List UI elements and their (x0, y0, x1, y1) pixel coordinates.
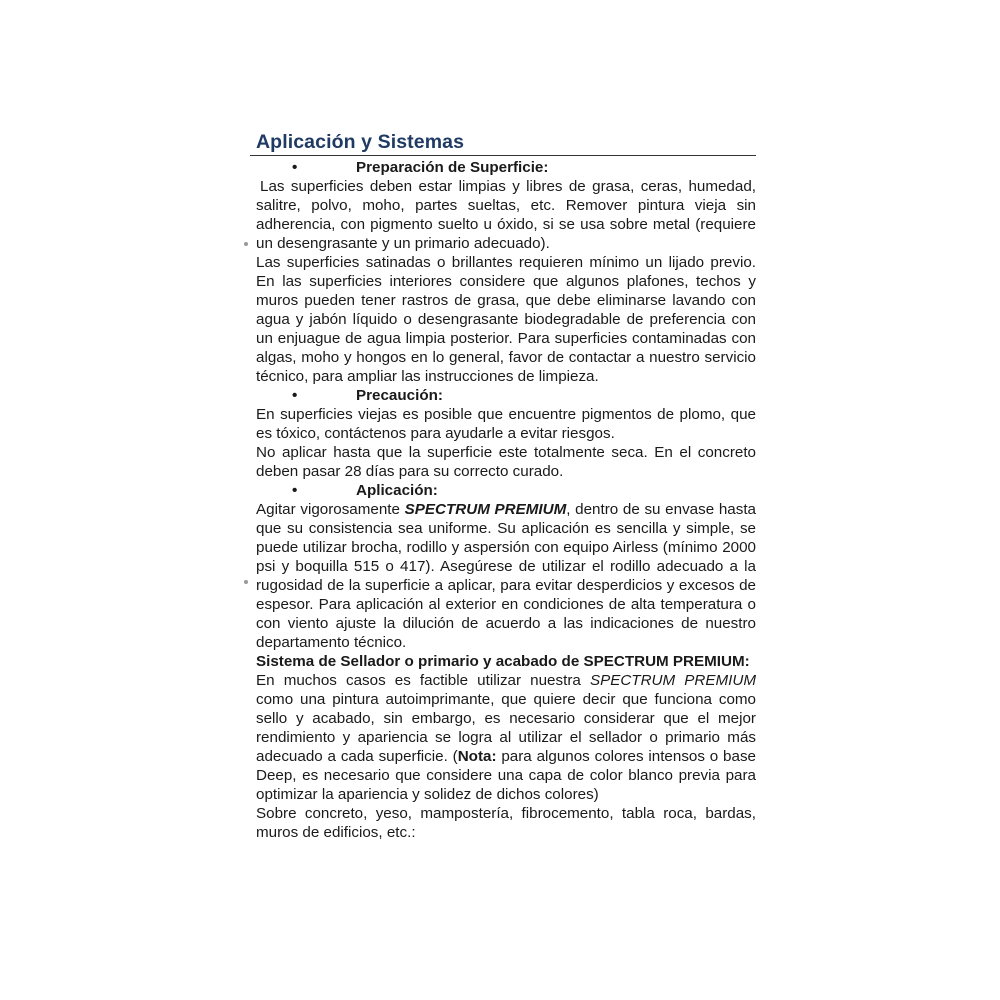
heading-underline (250, 155, 756, 156)
bullet-marker: • (292, 482, 298, 499)
section-heading: Aplicación y Sistemas (256, 131, 465, 153)
text-run: como una pintura autoimprimante, que quiere decir que funciona como sello y acabado, sin embargo, es necesario considerar que el mejor rendimiento y apariencia se logra al utilizar el sellador o primario más adecuado a cada superficie. ( (256, 691, 756, 765)
paragraph (256, 500, 756, 652)
bullet-title: Precaución: (356, 387, 443, 404)
text-run: para algunos colores intensos o base Deep, es necesario que considere una capa de color blanco previa para optimizar la apariencia y solidez de dichos colores) (256, 748, 756, 803)
note-label: Nota: (457, 748, 497, 765)
bullet-heading-preparation (256, 158, 756, 177)
brand-name: SPECTRUM PREMIUM (589, 672, 756, 689)
document-page (256, 130, 756, 842)
margin-mark (244, 580, 248, 584)
subsection-heading: Sistema de Sellador o primario y acabado de SPECTRUM PREMIUM: (256, 653, 750, 670)
text-run: Agitar vigorosamente (256, 501, 405, 518)
paragraph: Sobre concreto, yeso, mampostería, fibrocemento, tabla roca, bardas, muros de edificios, etc.: (256, 805, 756, 841)
text-run: En muchos casos es factible utilizar nuestra (256, 672, 590, 689)
bullet-marker: • (292, 387, 298, 404)
bullet-title: Aplicación: (356, 482, 438, 499)
paragraph: No aplicar hasta que la superficie este totalmente seca. En el concreto deben pasar 28 días para su correcto curado. (256, 444, 756, 480)
margin-mark (244, 242, 248, 246)
paragraph (256, 671, 756, 804)
paragraph: Las superficies satinadas o brillantes requieren mínimo un lijado previo. En las superficies interiores considere que algunos plafones, techos y muros pueden tener rastros de grasa, que debe eliminarse lavando con agua y jabón líquido o desengrasante biodegradable de preferencia con un enjuague de agua limpia posterior. Para superficies contaminadas con algas, moho y hongos en lo general, favor de contactar a nuestro servicio técnico, para ampliar las instrucciones de limpieza. (256, 254, 756, 385)
bullet-title: Preparación de Superficie: (356, 159, 549, 176)
text-run: , dentro de su envase hasta que su consistencia sea uniforme. Su aplicación es sencilla y simple, se puede utilizar brocha, rodillo y aspersión con equipo Airless (mínimo 2000 psi y boquilla 515 o 417). Asegúrese de utilizar el rodillo adecuado a la rugosidad de la superficie a aplicar, para evitar desperdicios y excesos de espesor. Para aplicación al exterior en condiciones de alta temperatura o con viento ajuste la dilución de acuerdo a las indicaciones de nuestro departamento técnico. (256, 501, 756, 651)
brand-name: SPECTRUM PREMIUM (404, 501, 567, 518)
paragraph: En superficies viejas es posible que encuentre pigmentos de plomo, que es tóxico, contáctenos para ayudarle a evitar riesgos. (256, 406, 756, 442)
bullet-marker: • (292, 159, 298, 176)
paragraph: Las superficies deben estar limpias y libres de grasa, ceras, humedad, salitre, polvo, moho, partes sueltas, etc. Remover pintura vieja sin adherencia, con pigmento suelto u óxido, si se usa sobre metal (requiere un desengrasante y un primario adecuado). (256, 178, 756, 252)
bullet-heading-application (256, 481, 756, 500)
bullet-heading-precaution (256, 386, 756, 405)
